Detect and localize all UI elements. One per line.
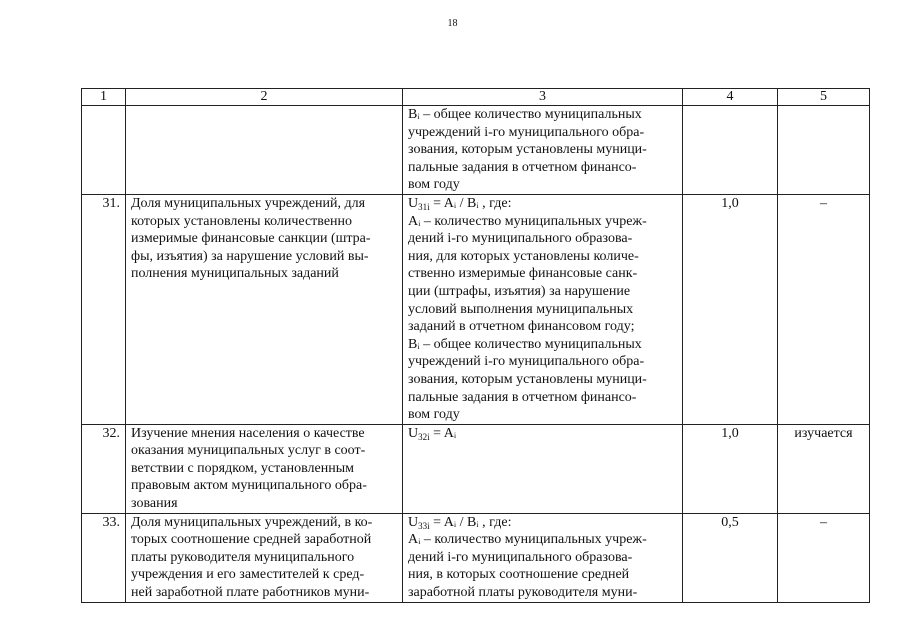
cell-description <box>126 106 403 195</box>
cell-formula <box>403 106 683 195</box>
formula-line: Aᵢ – количество муниципальных учреж- <box>408 532 647 548</box>
formula-line: дений i-го муниципального образова- <box>408 231 633 247</box>
indicator-note: изучается <box>778 424 870 513</box>
table-row-31 <box>82 194 870 424</box>
page-number: 18 <box>447 18 458 29</box>
formula-line: ния, для которых установлены количе- <box>408 248 639 264</box>
indicator-weight: 0,5 <box>683 513 778 602</box>
description-line: правовым актом муниципального обра- <box>131 478 367 494</box>
formula-line: дений i-го муниципального образова- <box>408 549 633 565</box>
indicator-formula <box>403 513 683 602</box>
formula-line: ния, в которых соотношение средней <box>408 567 630 583</box>
formula-line: зования, которым установлены муници- <box>408 142 647 158</box>
formula-line: условий выполнения муниципальных <box>408 301 634 317</box>
column-header-5: 5 <box>778 89 870 106</box>
formula-line: вом году <box>408 407 460 423</box>
table-row-32 <box>82 424 870 513</box>
indicators-table <box>81 88 870 603</box>
description-line: платы руководителя муниципального <box>131 549 355 565</box>
description-line: фы, изъятия) за нарушение условий вы- <box>131 248 369 264</box>
cell-weight <box>683 106 778 195</box>
description-line: учреждения и его заместителей к сред- <box>131 567 365 583</box>
description-line: которых установлены количественно <box>131 213 353 229</box>
cell-number <box>82 106 126 195</box>
description-line: Доля муниципальных учреждений, для <box>131 195 366 211</box>
description-line: зования <box>131 496 178 512</box>
description-line: ветствии с порядком, установленным <box>131 460 354 476</box>
formula-line: Bᵢ – общее количество муниципальных <box>408 107 642 122</box>
column-header-3: 3 <box>403 89 683 106</box>
formula-expression: $U_{32i}$ = Aᵢ <box>408 425 457 442</box>
indicator-description <box>126 513 403 602</box>
indicator-description <box>126 194 403 424</box>
formula-line: учреждений i-го муниципального обра- <box>408 124 645 140</box>
table-row-continuation <box>82 106 870 195</box>
formula-line: заработной платы руководителя муни- <box>408 585 638 601</box>
indicator-weight: 1,0 <box>683 194 778 424</box>
description-line: Доля муниципальных учреждений, в ко- <box>131 514 373 530</box>
description-line: оказания муниципальных услуг в соот- <box>131 443 366 459</box>
formula-line: заданий в отчетном финансовом году; <box>408 319 635 335</box>
formula-line: Bᵢ – общее количество муниципальных <box>408 336 642 352</box>
formula-line: ции (штрафы, изъятия) за нарушение <box>408 283 631 299</box>
formula-line: зования, которым установлены муници- <box>408 371 647 387</box>
indicator-note: – <box>778 513 870 602</box>
row-number: 32. <box>82 424 126 513</box>
row-number: 33. <box>82 513 126 602</box>
column-header-2: 2 <box>126 89 403 106</box>
table-row-33 <box>82 513 870 602</box>
indicator-formula <box>403 194 683 424</box>
table-header-row <box>82 89 870 106</box>
formula-line: пальные задания в отчетном финансо- <box>408 159 637 175</box>
formula-line: вом году <box>408 177 460 193</box>
description-line: полнения муниципальных заданий <box>131 266 339 282</box>
row-number: 31. <box>82 194 126 424</box>
indicator-description <box>126 424 403 513</box>
description-line: измеримые финансовые санкции (штра- <box>131 231 371 247</box>
indicator-weight: 1,0 <box>683 424 778 513</box>
formula-line: Aᵢ – количество муниципальных учреж- <box>408 213 647 229</box>
description-line: Изучение мнения населения о качестве <box>131 425 365 441</box>
indicator-formula <box>403 424 683 513</box>
column-header-1: 1 <box>82 89 126 106</box>
description-line: ней заработной плате работников муни- <box>131 585 370 601</box>
formula-expression: $U_{33i}$ = Aᵢ / Bᵢ , где: <box>408 514 512 531</box>
formula-line: пальные задания в отчетном финансо- <box>408 389 637 405</box>
column-header-4: 4 <box>683 89 778 106</box>
formula-expression: $U_{31i}$ = Aᵢ / Bᵢ , где: <box>408 195 512 212</box>
formula-line: ственно измеримые финансовые санк- <box>408 266 638 282</box>
description-line: торых соотношение средней заработной <box>131 532 372 548</box>
cell-note <box>778 106 870 195</box>
formula-line: учреждений i-го муниципального обра- <box>408 354 645 370</box>
indicator-note: – <box>778 194 870 424</box>
